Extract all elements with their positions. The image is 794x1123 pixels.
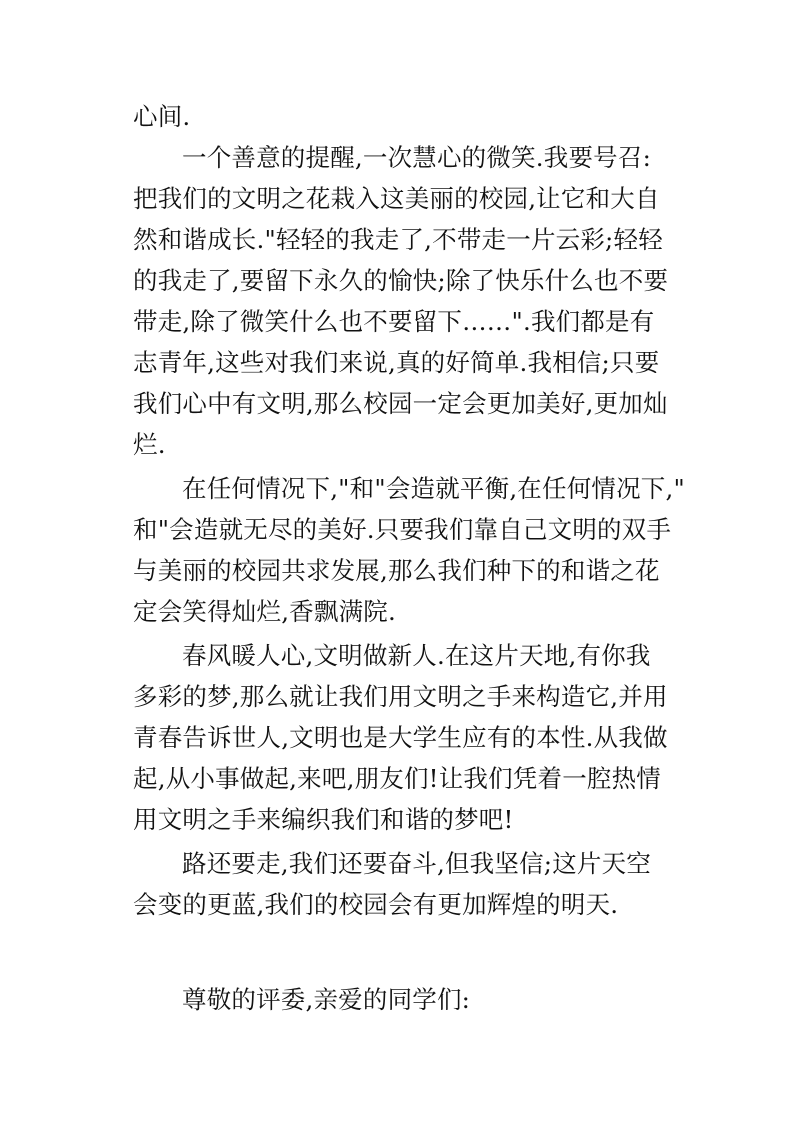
text-line: 和"会造就无尽的美好.只要我们靠自己文明的双手 [133, 515, 672, 544]
text-line: 定会笑得灿烂,香飘满院. [133, 597, 396, 626]
text-line: 用文明之手来编织我们和谐的梦吧! [133, 805, 514, 834]
text-line: 多彩的梦,那么就让我们用文明之手来构造它,并用 [133, 682, 668, 711]
text-line: 然和谐成长."轻轻的我走了,不带走一片云彩;轻轻 [133, 225, 663, 254]
text-line: 一个善意的提醒,一次慧心的微笑.我要号召: [182, 143, 652, 172]
text-line: 与美丽的校园共求发展,那么我们种下的和谐之花 [133, 556, 660, 585]
text-line: 我们心中有文明,那么校园一定会更加美好,更加灿 [133, 389, 668, 418]
text-line: 在任何情况下,"和"会造就平衡,在任何情况下," [182, 474, 685, 503]
text-line: 起,从小事做起,来吧,朋友们!让我们凭着一腔热情 [133, 764, 662, 793]
text-line: 春风暖人心,文明做新人.在这片天地,有你我 [182, 641, 651, 670]
text-line: 路还要走,我们还要奋斗,但我坚信;这片天空 [182, 849, 652, 878]
text-line: 烂. [133, 430, 166, 459]
text-line: 青春告诉世人,文明也是大学生应有的本性.从我做 [133, 723, 668, 752]
salutation: 尊敬的评委,亲爱的同学们: [182, 985, 471, 1014]
text-line: 志青年,这些对我们来说,真的好简单.我相信;只要 [133, 348, 660, 377]
text-line: 会变的更蓝,我们的校园会有更加辉煌的明天. [133, 890, 619, 919]
text-line: 把我们的文明之花栽入这美丽的校园,让它和大自 [133, 184, 660, 213]
text-line: 带走,除了微笑什么也不要留下……".我们都是有 [133, 307, 655, 336]
text-line: 的我走了,要留下永久的愉快;除了快乐什么也不要 [133, 266, 669, 295]
text-line: 心间. [133, 102, 191, 131]
